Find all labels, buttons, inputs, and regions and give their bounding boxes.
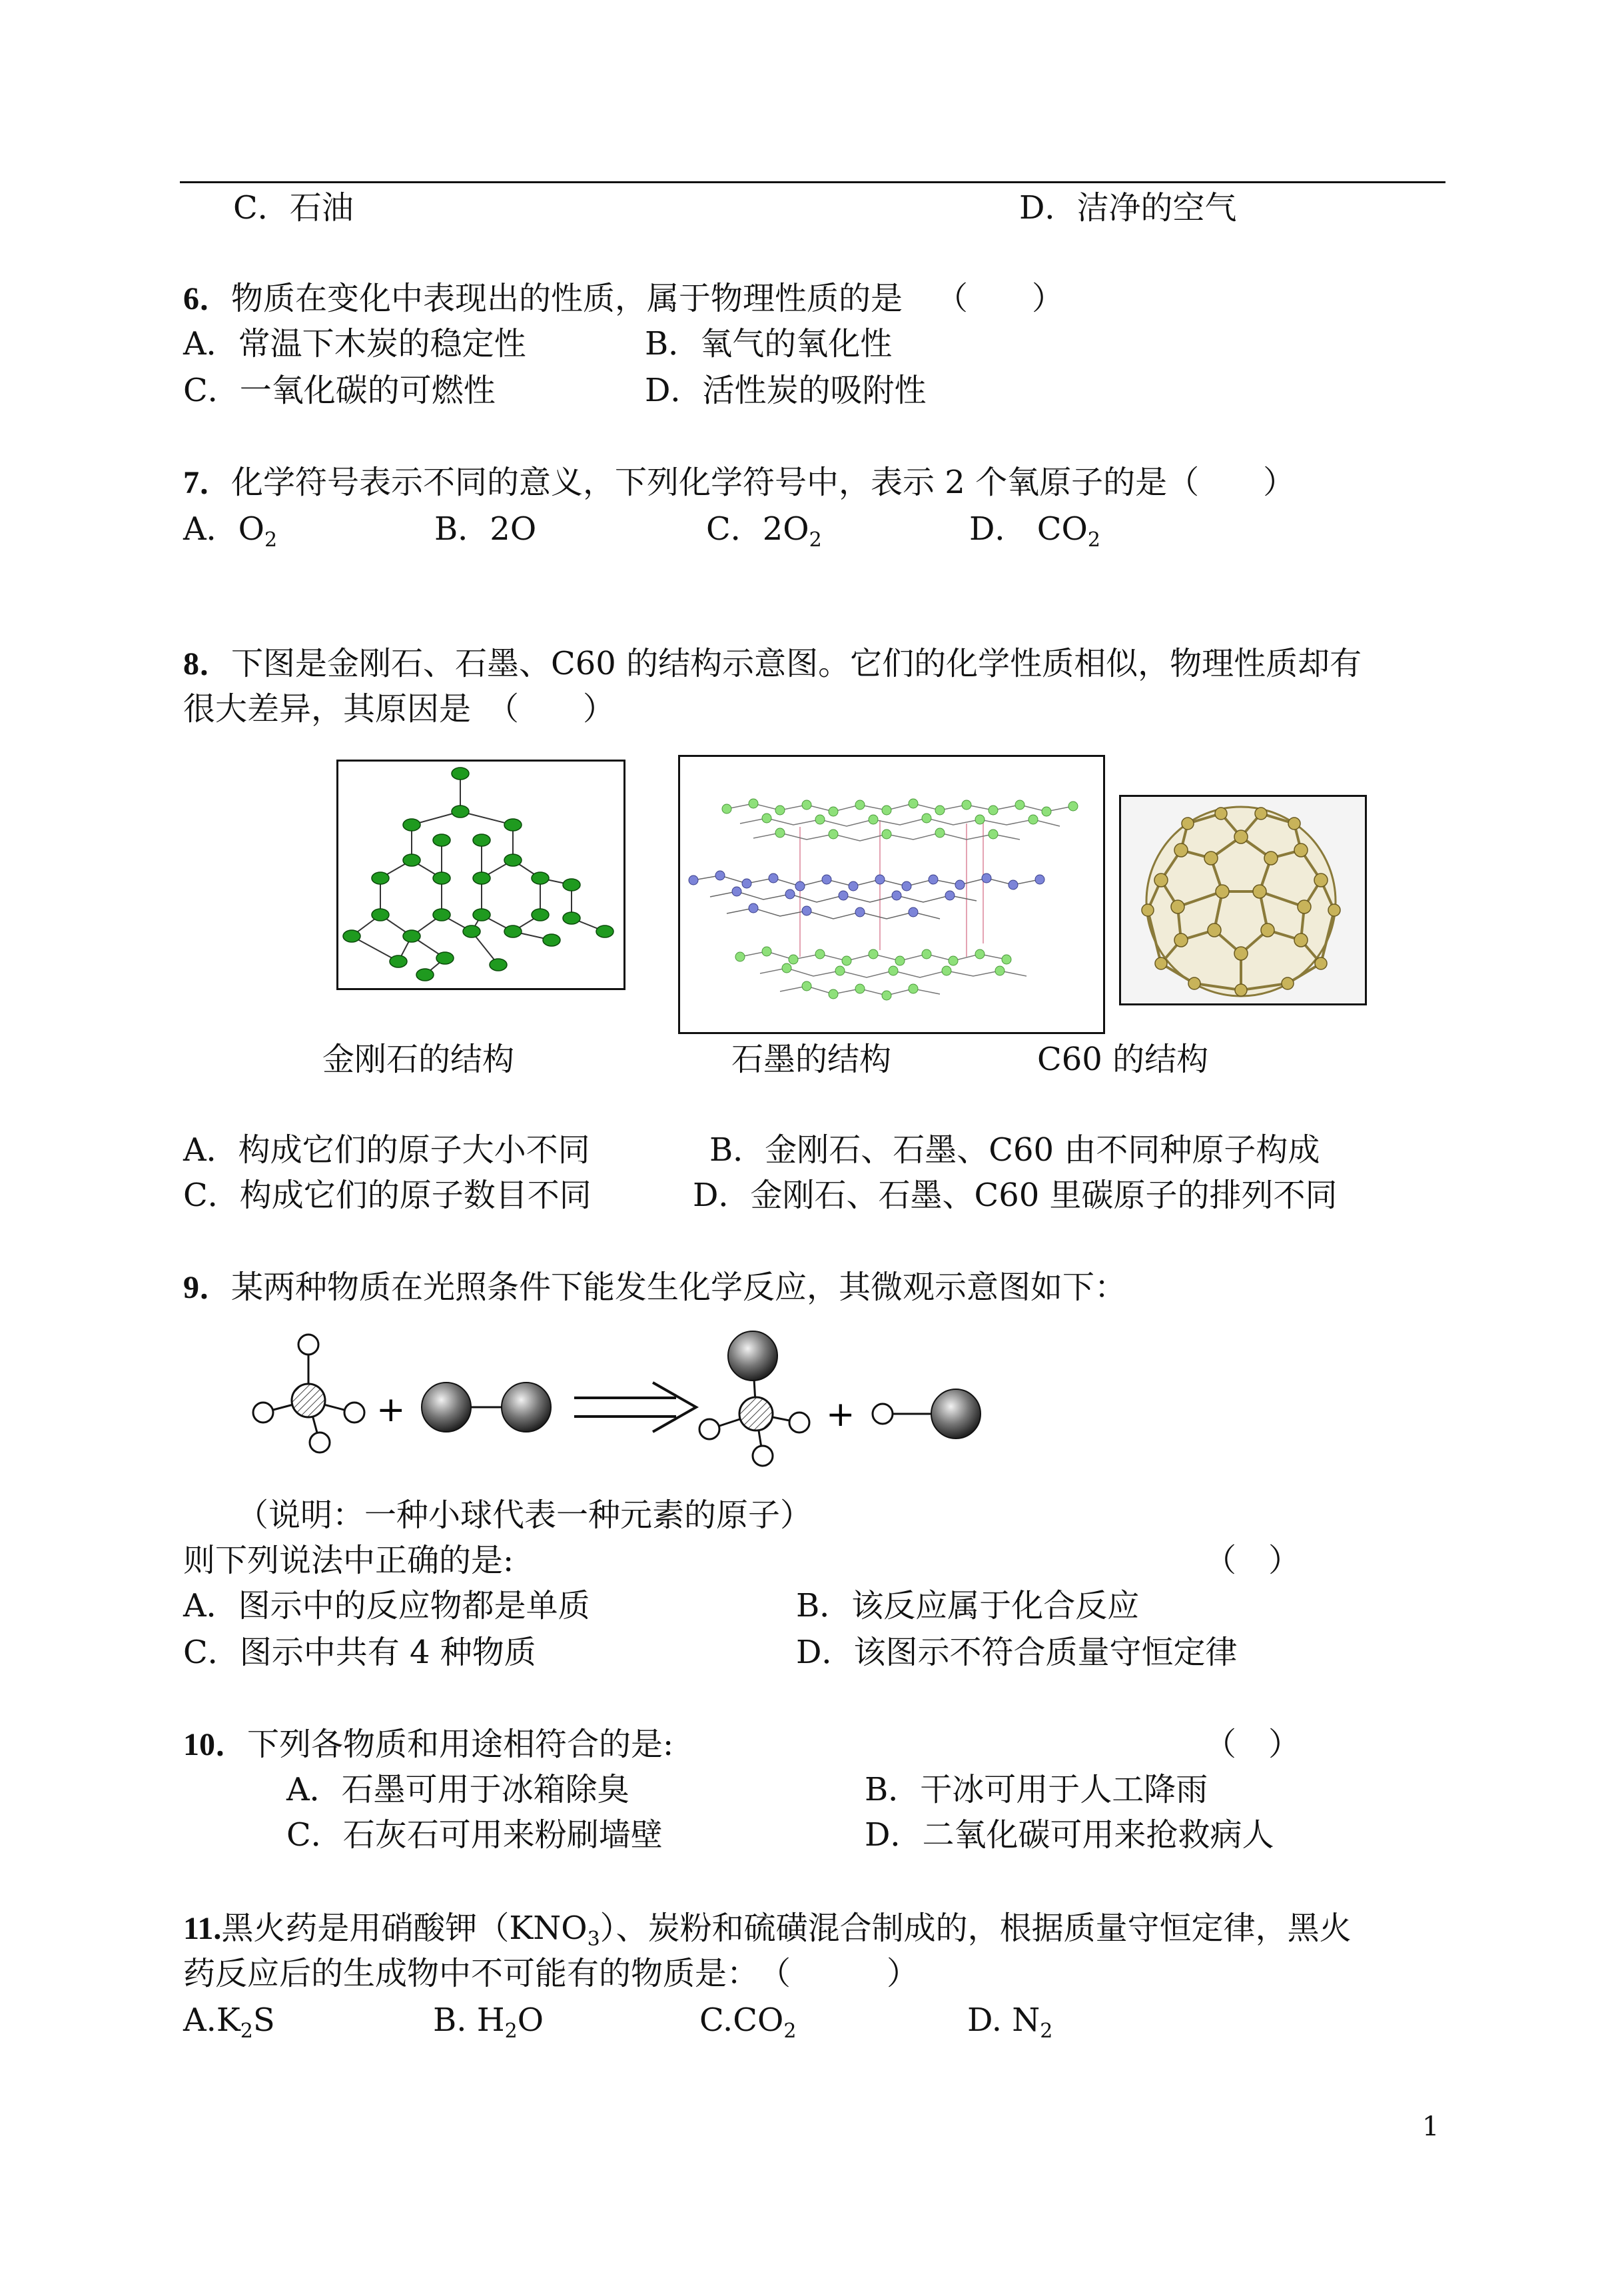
q6-stem-line	[183, 279, 1064, 319]
q10-option-a: A．石墨可用于冰箱除臭	[286, 1771, 629, 1808]
caption-diamond: 金刚石的结构	[322, 1041, 515, 1078]
reaction-arrow	[574, 1383, 696, 1432]
q8-stem-line1: 8．下图是金刚石、石墨、C60 的结构示意图。它们的化学性质相似，物理性质却有	[183, 645, 1362, 682]
q9-answer-paren: （ ）	[1204, 1542, 1301, 1579]
q7-number: 7．	[183, 465, 232, 500]
q7-option-b: B．2O	[434, 510, 537, 548]
q11-option-c: $C.CO_2$	[699, 2002, 797, 2043]
q8-option-a: A．构成它们的原子大小不同	[183, 1131, 590, 1169]
caption-c60: C60 的结构	[1037, 1041, 1209, 1078]
q6-number: 6．	[183, 281, 232, 316]
q5-option-d: D．洁净的空气	[1019, 189, 1237, 227]
q7-option-c: C．$2O_2$	[706, 510, 822, 552]
q7-option-d: D． $CO_2$	[969, 510, 1100, 552]
q7-option-a: A．$O_2$	[183, 510, 278, 552]
q8-option-d: D．金刚石、石墨、C60 里碳原子的排列不同	[693, 1177, 1338, 1214]
q10-stem-line: 10．下列各物质和用途相符合的是:	[183, 1726, 674, 1763]
plus-sign-2: +	[826, 1395, 855, 1435]
q11-option-d: D. $N_2$	[967, 2002, 1053, 2043]
plus-sign-1: +	[376, 1390, 406, 1430]
product-molecule-2	[873, 1389, 981, 1438]
q11-stem-line1: 11.黑火药是用硝酸钾$(KNO_3)$、炭粉和硫磺混合制成的，根据质量守恒定律，黑火	[183, 1910, 1352, 1951]
q8-option-c: C．构成它们的原子数目不同	[183, 1177, 592, 1214]
header-rule	[180, 181, 1445, 183]
q6-stem: 物质在变化中表现出的性质，属于物理性质的是	[231, 280, 903, 317]
q9-option-d: D．该图示不符合质量守恒定律	[796, 1634, 1238, 1671]
page-number: 1	[1422, 2111, 1439, 2142]
q7-stem: 化学符号表示不同的意义，下列化学符号中，表示 2 个氧原子的是（ ）	[231, 464, 1296, 501]
q6-option-c: C．一氧化碳的可燃性	[183, 372, 496, 409]
q8-option-b: B．金刚石、石墨、C60 由不同种原子构成	[709, 1131, 1320, 1169]
product-molecule-1	[699, 1331, 809, 1466]
q5-option-c: C．石油	[233, 189, 354, 227]
q9-stem-line: 9．某两种物质在光照条件下能发生化学反应，其微观示意图如下：	[183, 1269, 1127, 1306]
q6-answer-paren: （ ）	[936, 280, 1064, 317]
q11-number: 11.	[183, 1911, 222, 1946]
q9-option-b: B．该反应属于化合反应	[796, 1587, 1140, 1624]
q8-number: 8．	[183, 646, 232, 682]
q11-option-b: B. $H_2O$	[433, 2002, 544, 2043]
c60-structure-figure	[1119, 795, 1367, 1005]
graphite-structure-figure	[678, 755, 1105, 1034]
q11-option-a: $A.K_2S$	[183, 2002, 275, 2043]
q9-ask: 则下列说法中正确的是:	[183, 1542, 514, 1579]
q6-option-d: D．活性炭的吸附性	[645, 372, 927, 409]
reactant-molecule-2	[422, 1383, 551, 1432]
q10-option-d: D．二氧化碳可用来抢救病人	[865, 1816, 1274, 1854]
q6-option-a: A．常温下木炭的稳定性	[183, 325, 526, 362]
diamond-structure-figure	[336, 760, 625, 990]
reactant-molecule-1	[253, 1335, 364, 1452]
q9-option-a: A．图示中的反应物都是单质	[183, 1587, 590, 1624]
q9-note: （说明：一种小球代表一种元素的原子）	[236, 1496, 813, 1534]
q10-answer-paren: （ ）	[1204, 1726, 1301, 1763]
q7-stem-line	[183, 462, 1295, 503]
q11-stem-line2: 药反应后的生成物中不可能有的物质是： （ ）	[183, 1955, 919, 1992]
q10-option-c: C．石灰石可用来粉刷墙壁	[286, 1816, 663, 1854]
q8-stem-line2: 很大差异，其原因是 （ ）	[183, 690, 615, 728]
q9-number: 9．	[183, 1270, 232, 1305]
reaction-diagram	[240, 1326, 993, 1486]
q6-option-b: B．氧气的氧化性	[645, 325, 893, 362]
q10-option-b: B．干冰可用于人工降雨	[865, 1771, 1208, 1808]
q9-option-c: C．图示中共有 4 种物质	[183, 1634, 536, 1671]
q10-number: 10．	[183, 1727, 248, 1762]
caption-graphite: 石墨的结构	[731, 1041, 892, 1078]
